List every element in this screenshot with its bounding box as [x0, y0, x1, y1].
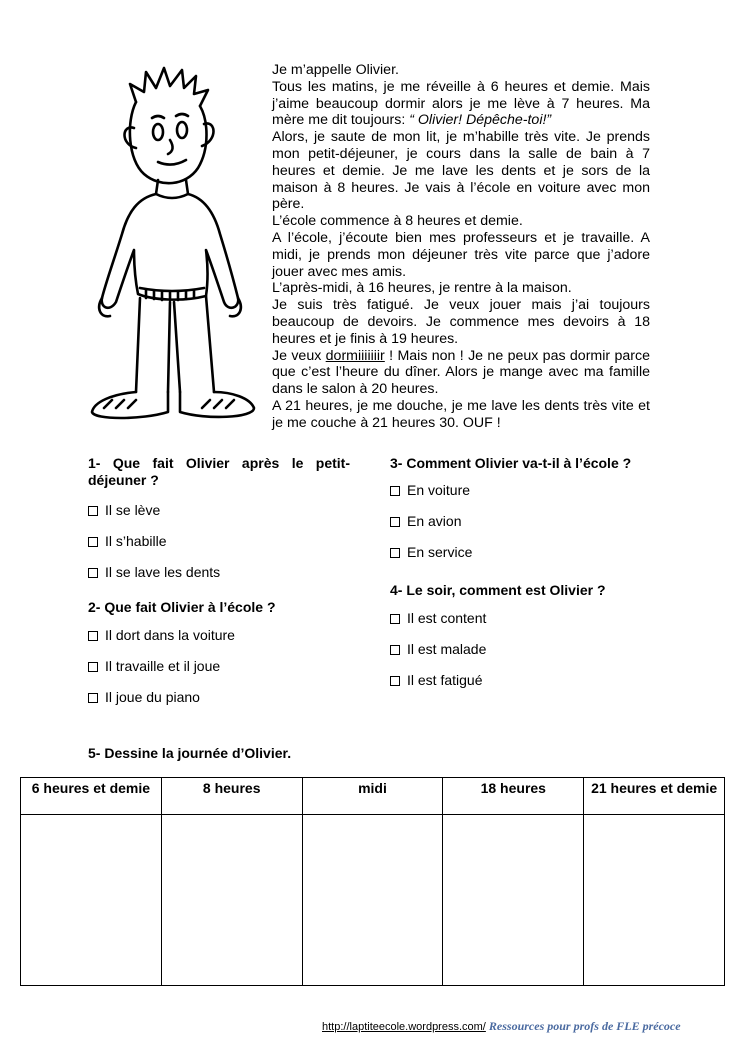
question-1-option[interactable]: Il se lave les dents	[88, 564, 350, 581]
drawing-cell[interactable]	[302, 815, 443, 986]
dormir-underlined: dormiiiiiiir	[325, 347, 385, 364]
story-line: L’école commence à 8 heures et demie.	[272, 213, 523, 230]
question-3	[390, 455, 680, 561]
checkbox[interactable]	[390, 486, 400, 496]
checkbox[interactable]	[88, 568, 98, 578]
question-4-option[interactable]: Il est fatigué	[390, 672, 680, 689]
story-line: A l’école, j’écoute bien mes professeurs et je travaille. A midi, je prends mon déjeuner très vite parce que j’adore jouer avec mes amis.	[272, 229, 650, 280]
question-4	[390, 582, 680, 689]
checkbox[interactable]	[390, 614, 400, 624]
checkbox[interactable]	[88, 631, 98, 641]
story-line: A 21 heures, je me douche, je me lave les dents très vite et je me couche à 21 heures 30. OUF !	[272, 397, 650, 431]
checkbox[interactable]	[88, 662, 98, 672]
footer	[322, 1019, 681, 1034]
olivier-illustration	[82, 62, 264, 434]
checkbox[interactable]	[390, 517, 400, 527]
story-line: Je veux dormiiiiiiir ! Mais non ! Je ne peux pas dormir parce que c’est l’heure du dîner. Alors je mange avec ma famille dans le salon à 20 heures.	[272, 347, 650, 398]
checkbox[interactable]	[390, 676, 400, 686]
question-3-option[interactable]: En service	[390, 544, 680, 561]
question-3-option[interactable]: En voiture	[390, 482, 680, 499]
story-line: Je suis très fatigué. Je veux jouer mais j’ai toujours beaucoup de devoirs. Je commence mes devoirs à 18 heures et je finis à 19 heures.	[272, 297, 650, 347]
drawing-cell[interactable]	[161, 815, 302, 986]
table-header: 8 heures	[161, 778, 302, 815]
drawing-cell[interactable]	[584, 815, 725, 986]
question-1	[88, 455, 350, 581]
question-4-option[interactable]: Il est content	[390, 610, 680, 627]
table-header: 6 heures et demie	[21, 778, 162, 815]
footer-brand: Ressources pour profs de FLE précoce	[488, 1019, 681, 1033]
table-header-row	[21, 778, 725, 815]
question-1-option[interactable]: Il se lève	[88, 502, 350, 519]
checkbox[interactable]	[88, 506, 98, 516]
question-3-title: 3- Comment Olivier va-t-il à l’école ?	[390, 455, 632, 471]
table-row	[21, 815, 725, 986]
question-2-option[interactable]: Il joue du piano	[88, 689, 350, 706]
checkbox[interactable]	[88, 537, 98, 547]
checkbox[interactable]	[390, 645, 400, 655]
table-header: midi	[302, 778, 443, 815]
footer-link[interactable]: http://laptiteecole.wordpress.com/	[322, 1021, 486, 1033]
story-text	[272, 62, 650, 432]
question-1-option[interactable]: Il s’habille	[88, 533, 350, 550]
table-header: 21 heures et demie	[584, 778, 725, 815]
checkbox[interactable]	[390, 548, 400, 558]
checkbox[interactable]	[88, 693, 98, 703]
question-2-option[interactable]: Il dort dans la voiture	[88, 627, 350, 644]
table-header: 18 heures	[443, 778, 584, 815]
question-5-title: 5- Dessine la journée d’Olivier.	[88, 745, 292, 761]
story-quote: “ Olivier! Dépêche-toi!”	[409, 112, 552, 129]
story-line: L’après-midi, à 16 heures, je rentre à la maison.	[272, 280, 572, 297]
drawing-cell[interactable]	[443, 815, 584, 986]
story-line: Tous les matins, je me réveille à 6 heures et demie. Mais j’aime beaucoup dormir alors je me lève à 7 heures. Ma mère me dit toujours: “ Olivier! Dépêche-toi!”	[272, 78, 650, 129]
question-4-option[interactable]: Il est malade	[390, 641, 680, 658]
question-2-option[interactable]: Il travaille et il joue	[88, 658, 350, 675]
story-line: Je m’appelle Olivier.	[272, 62, 399, 78]
drawing-cell[interactable]	[21, 815, 162, 986]
day-drawing-table	[20, 777, 725, 986]
story-line: Alors, je saute de mon lit, je m’habille très vite. Je prends mon petit-déjeuner, je cours dans la salle de bain à 7 heures et demie. Je me lave les dents et je sors de la maison à 8 heures. Je vais à l’école en voiture avec mon père.	[272, 129, 650, 213]
question-1-title: 1- Que fait Olivier après le petit-déjeuner ?	[88, 455, 350, 488]
question-2	[88, 599, 350, 706]
question-4-title: 4- Le soir, comment est Olivier ?	[390, 582, 606, 598]
question-3-option[interactable]: En avion	[390, 513, 680, 530]
question-2-title: 2- Que fait Olivier à l’école ?	[88, 599, 276, 615]
